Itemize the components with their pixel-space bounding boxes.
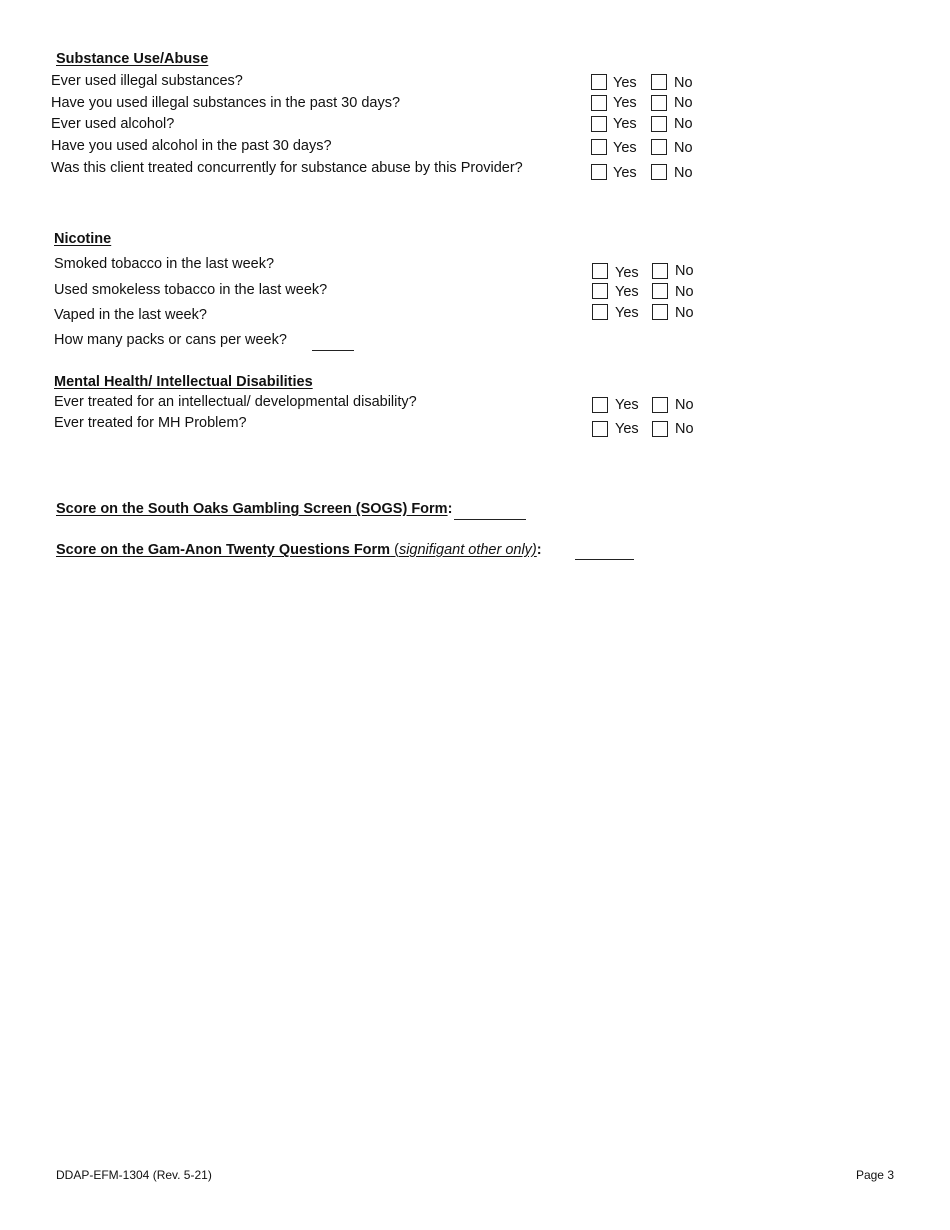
checkbox-mh-problem-no[interactable] <box>652 421 668 437</box>
option-no-label: No <box>675 284 694 300</box>
checkbox-ever-illegal-yes[interactable] <box>591 74 607 90</box>
gam-anon-score-title: Score on the Gam-Anon Twenty Questions Form <box>56 542 391 558</box>
checkbox-treated-concurrently-no[interactable] <box>651 164 667 180</box>
question-illegal-30-days: Have you used illegal substances in the past 30 days? <box>51 95 401 111</box>
option-no-label: No <box>675 305 694 321</box>
checkbox-alcohol-30-days-yes[interactable] <box>591 139 607 155</box>
question-ever-alcohol: Ever used alcohol? <box>51 116 175 132</box>
sogs-score-title: Score on the South Oaks Gambling Screen (SOGS) Form <box>56 501 448 517</box>
question-mh-problem: Ever treated for MH Problem? <box>54 415 247 431</box>
question-smoked-tobacco: Smoked tobacco in the last week? <box>54 256 275 272</box>
sogs-score-label <box>56 501 452 517</box>
checkbox-treated-concurrently-yes[interactable] <box>591 164 607 180</box>
nicotine-heading: Nicotine <box>54 231 112 247</box>
checkbox-ever-alcohol-no[interactable] <box>651 116 667 132</box>
packs-per-week-field[interactable] <box>312 336 354 351</box>
checkbox-ever-alcohol-yes[interactable] <box>591 116 607 132</box>
question-packs-per-week: How many packs or cans per week? <box>54 332 287 348</box>
gam-anon-score-colon: : <box>536 542 542 558</box>
sogs-score-field[interactable] <box>454 505 526 520</box>
checkbox-vaped-no[interactable] <box>652 304 668 320</box>
gam-anon-note: signifigant other only) <box>398 542 537 558</box>
question-vaped: Vaped in the last week? <box>54 307 207 323</box>
question-alcohol-30-days: Have you used alcohol in the past 30 days? <box>51 138 332 154</box>
option-yes-label: Yes <box>615 284 639 300</box>
option-no-label: No <box>675 397 694 413</box>
checkbox-intellectual-disability-yes[interactable] <box>592 397 608 413</box>
option-yes-label: Yes <box>615 265 639 281</box>
option-no-label: No <box>674 116 693 132</box>
option-yes-label: Yes <box>613 95 637 111</box>
option-no-label: No <box>674 75 693 91</box>
checkbox-smokeless-tobacco-yes[interactable] <box>592 283 608 299</box>
option-yes-label: Yes <box>615 305 639 321</box>
gam-anon-score-field[interactable] <box>575 545 634 560</box>
mental-health-heading: Mental Health/ Intellectual Disabilities <box>54 374 313 390</box>
question-smokeless-tobacco: Used smokeless tobacco in the last week? <box>54 282 328 298</box>
checkbox-vaped-yes[interactable] <box>592 304 608 320</box>
substance-heading: Substance Use/Abuse <box>56 51 209 67</box>
option-no-label: No <box>675 263 694 279</box>
option-no-label: No <box>674 95 693 111</box>
question-ever-illegal: Ever used illegal substances? <box>51 73 243 89</box>
option-yes-label: Yes <box>615 421 639 437</box>
gam-anon-score-label <box>56 542 542 558</box>
option-yes-label: Yes <box>613 140 637 156</box>
option-no-label: No <box>674 165 693 181</box>
checkbox-alcohol-30-days-no[interactable] <box>651 139 667 155</box>
checkbox-illegal-30-days-yes[interactable] <box>591 95 607 111</box>
checkbox-illegal-30-days-no[interactable] <box>651 95 667 111</box>
checkbox-smoked-tobacco-yes[interactable] <box>592 263 608 279</box>
option-yes-label: Yes <box>615 397 639 413</box>
checkbox-smokeless-tobacco-no[interactable] <box>652 283 668 299</box>
checkbox-smoked-tobacco-no[interactable] <box>652 263 668 279</box>
checkbox-ever-illegal-no[interactable] <box>651 74 667 90</box>
checkbox-mh-problem-yes[interactable] <box>592 421 608 437</box>
option-yes-label: Yes <box>613 75 637 91</box>
sogs-score-colon: : <box>447 501 453 517</box>
option-no-label: No <box>674 140 693 156</box>
option-yes-label: Yes <box>613 116 637 132</box>
question-intellectual-disability: Ever treated for an intellectual/ developmental disability? <box>54 394 417 410</box>
checkbox-intellectual-disability-no[interactable] <box>652 397 668 413</box>
gam-anon-paren: ( <box>390 542 399 558</box>
footer-form-id: DDAP-EFM-1304 (Rev. 5-21) <box>56 1168 212 1182</box>
option-yes-label: Yes <box>613 165 637 181</box>
footer-page-number: Page 3 <box>855 1168 894 1182</box>
option-no-label: No <box>675 421 694 437</box>
question-treated-concurrently: Was this client treated concurrently for substance abuse by this Provider? <box>51 160 523 176</box>
